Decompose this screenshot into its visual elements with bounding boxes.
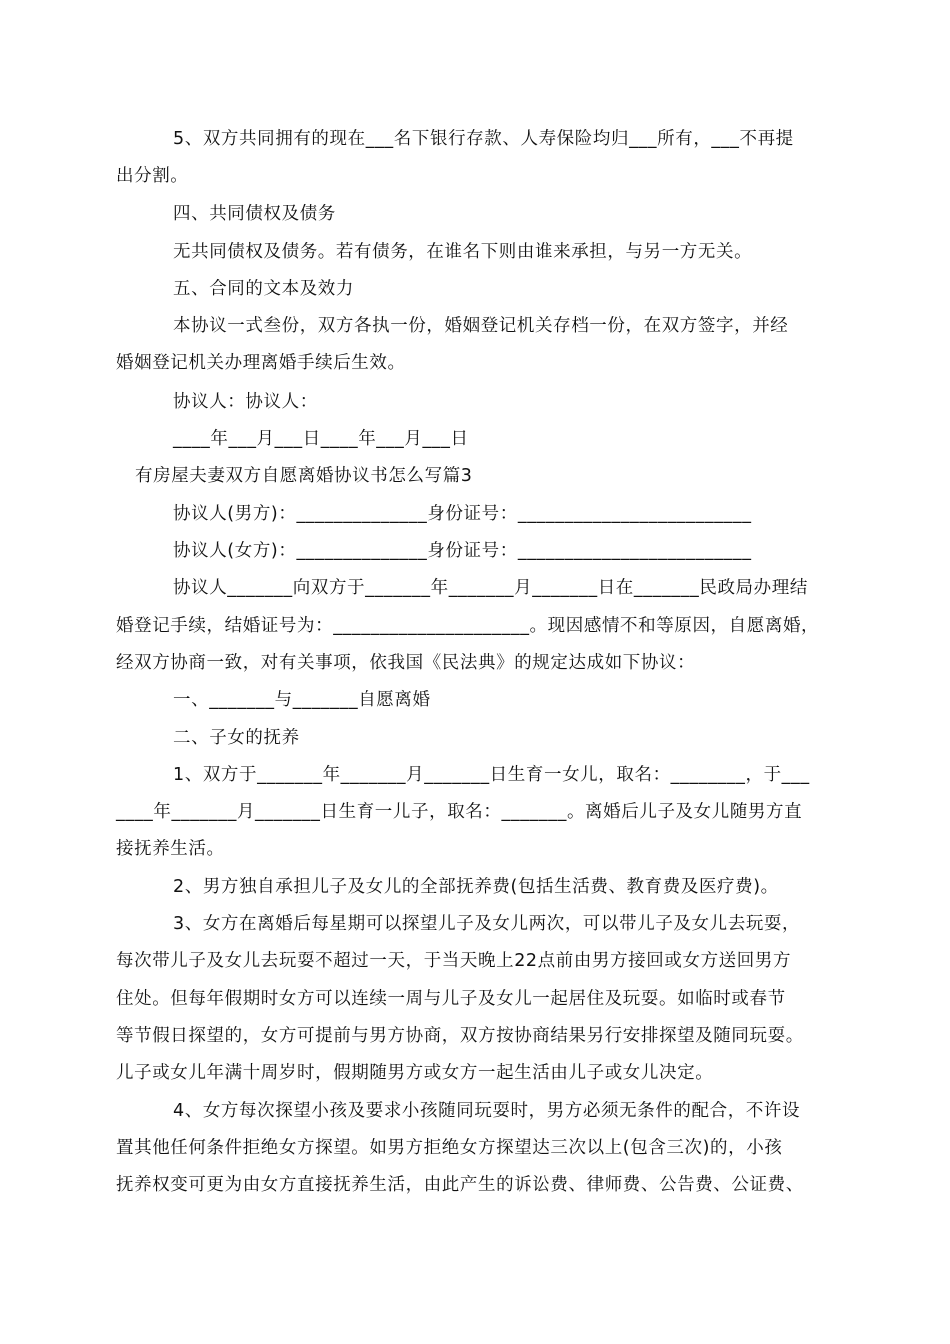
clause-1-divorce: 一、_______与_______自愿离婚 [173, 690, 431, 710]
clause-5-line-1: 5、双方共同拥有的现在___名下银行存款、人寿保险均归___所有，___不再提 [173, 129, 794, 149]
section-2-heading: 二、子女的抚养 [173, 728, 300, 748]
custody-3-line-5: 儿子或女儿年满十周岁时，假期随男方或女方一起生活由儿子或女儿决定。 [116, 1063, 714, 1083]
section-5-heading: 五、合同的文本及效力 [173, 279, 354, 299]
party-female-line: 协议人(女方)：______________身份证号：_________________________ [173, 541, 752, 561]
section-4-heading: 四、共同债权及债务 [173, 204, 336, 224]
party-male-line: 协议人(男方)：______________身份证号：_________________________ [173, 504, 752, 524]
custody-4-line-3: 抚养权变可更为由女方直接抚养生活，由此产生的诉讼费、律师费、公告费、公证费、 [116, 1175, 804, 1195]
article-title: 有房屋夫妻双方自愿离婚协议书怎么写篇3 [135, 466, 473, 486]
preamble-line-3: 经双方协商一致，对有关事项，依我国《民法典》的规定达成如下协议： [116, 653, 696, 673]
custody-1-line-2: ____年_______月_______日生育一儿子，取名：_______。离婚后儿子及女儿随男方直 [116, 802, 803, 822]
signatories-line: 协议人：协议人： [173, 392, 318, 412]
custody-3-line-2: 每次带儿子及女儿去玩耍不超过一天，于当天晚上22点前由男方接回或女方送回男方 [116, 951, 792, 971]
clause-5-line-2: 出分割。 [116, 166, 189, 186]
section-5-text-line-1: 本协议一式叁份，双方各执一份，婚姻登记机关存档一份，在双方签字，并经 [173, 316, 789, 336]
section-5-text-line-2: 婚姻登记机关办理离婚手续后生效。 [116, 353, 406, 373]
custody-3-line-3: 住处。但每年假期时女方可以连续一周与儿子及女儿一起居住及玩耍。如临时或春节 [116, 989, 786, 1009]
section-4-text: 无共同债权及债务。若有债务，在谁名下则由谁来承担，与另一方无关。 [173, 242, 753, 262]
preamble-line-2: 婚登记手续，结婚证号为：_____________________。现因感情不和等原因，自愿离婚， [116, 616, 820, 636]
date-line: ____年___月___日____年___月___日 [173, 429, 469, 449]
custody-3-line-1: 3、女方在离婚后每星期可以探望儿子及女儿两次，可以带儿子及女儿去玩耍， [173, 914, 801, 934]
preamble-line-1: 协议人_______向双方于_______年_______月_______日在_______民政局办理结 [173, 578, 808, 598]
custody-3-line-4: 等节假日探望的，女方可提前与男方协商，双方按协商结果另行安排探望及随同玩耍。 [116, 1026, 804, 1046]
custody-1-line-3: 接抚养生活。 [116, 839, 225, 859]
custody-2-line: 2、男方独自承担儿子及女儿的全部抚养费(包括生活费、教育费及医疗费)。 [173, 877, 779, 897]
custody-4-line-2: 置其他任何条件拒绝女方探望。如男方拒绝女方探望达三次以上(包含三次)的，小孩 [116, 1138, 783, 1158]
custody-1-line-1: 1、双方于_______年_______月_______日生育一女儿，取名：________，于___ [173, 765, 810, 785]
custody-4-line-1: 4、女方每次探望小孩及要求小孩随同玩耍时，男方必须无条件的配合，不许设 [173, 1101, 801, 1121]
